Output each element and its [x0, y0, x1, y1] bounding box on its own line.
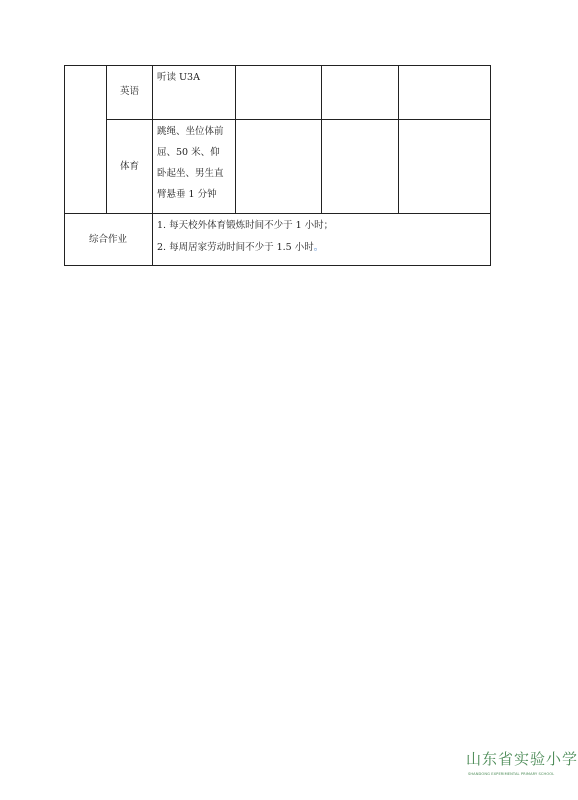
summary-label: 综合作业	[88, 234, 127, 245]
subject-pe: 体育	[119, 161, 139, 172]
pe-line: 臂悬垂 1 分钟	[157, 189, 217, 200]
summary-item-1: 1. 每天校外体育锻炼时间不少于 1 小时；	[157, 220, 334, 231]
school-logo	[466, 746, 578, 796]
content-english: 听读 U3A	[157, 72, 200, 83]
subject-english: 英语	[119, 86, 139, 97]
table-top-border	[64, 65, 491, 66]
homework-table	[64, 65, 491, 266]
school-logo-cn: 山东省实验小学	[466, 750, 578, 768]
table-right-border	[490, 65, 491, 266]
content-pe	[157, 123, 235, 203]
row-divider-summary	[64, 213, 491, 214]
summary-item-2-wrap	[157, 239, 487, 256]
summary-item-2: 2. 每周居家劳动时间不少于 1.5 小时	[157, 242, 314, 253]
row-divider-english	[106, 119, 491, 120]
col-divider-4	[321, 65, 322, 213]
col-divider-content	[152, 65, 153, 266]
pe-line: 屈、50 米、仰	[157, 147, 220, 158]
table-bottom-border	[64, 265, 491, 266]
summary-period: 。	[313, 242, 324, 253]
pe-line: 跳绳、坐位体前	[157, 126, 224, 137]
col-divider-5	[398, 65, 399, 213]
col-divider-3	[235, 65, 236, 213]
pe-line: 卧起坐、男生直	[157, 168, 224, 179]
school-logo-en: SHANDONG EXPERIMENTAL PRIMARY SCHOOL	[468, 772, 555, 776]
